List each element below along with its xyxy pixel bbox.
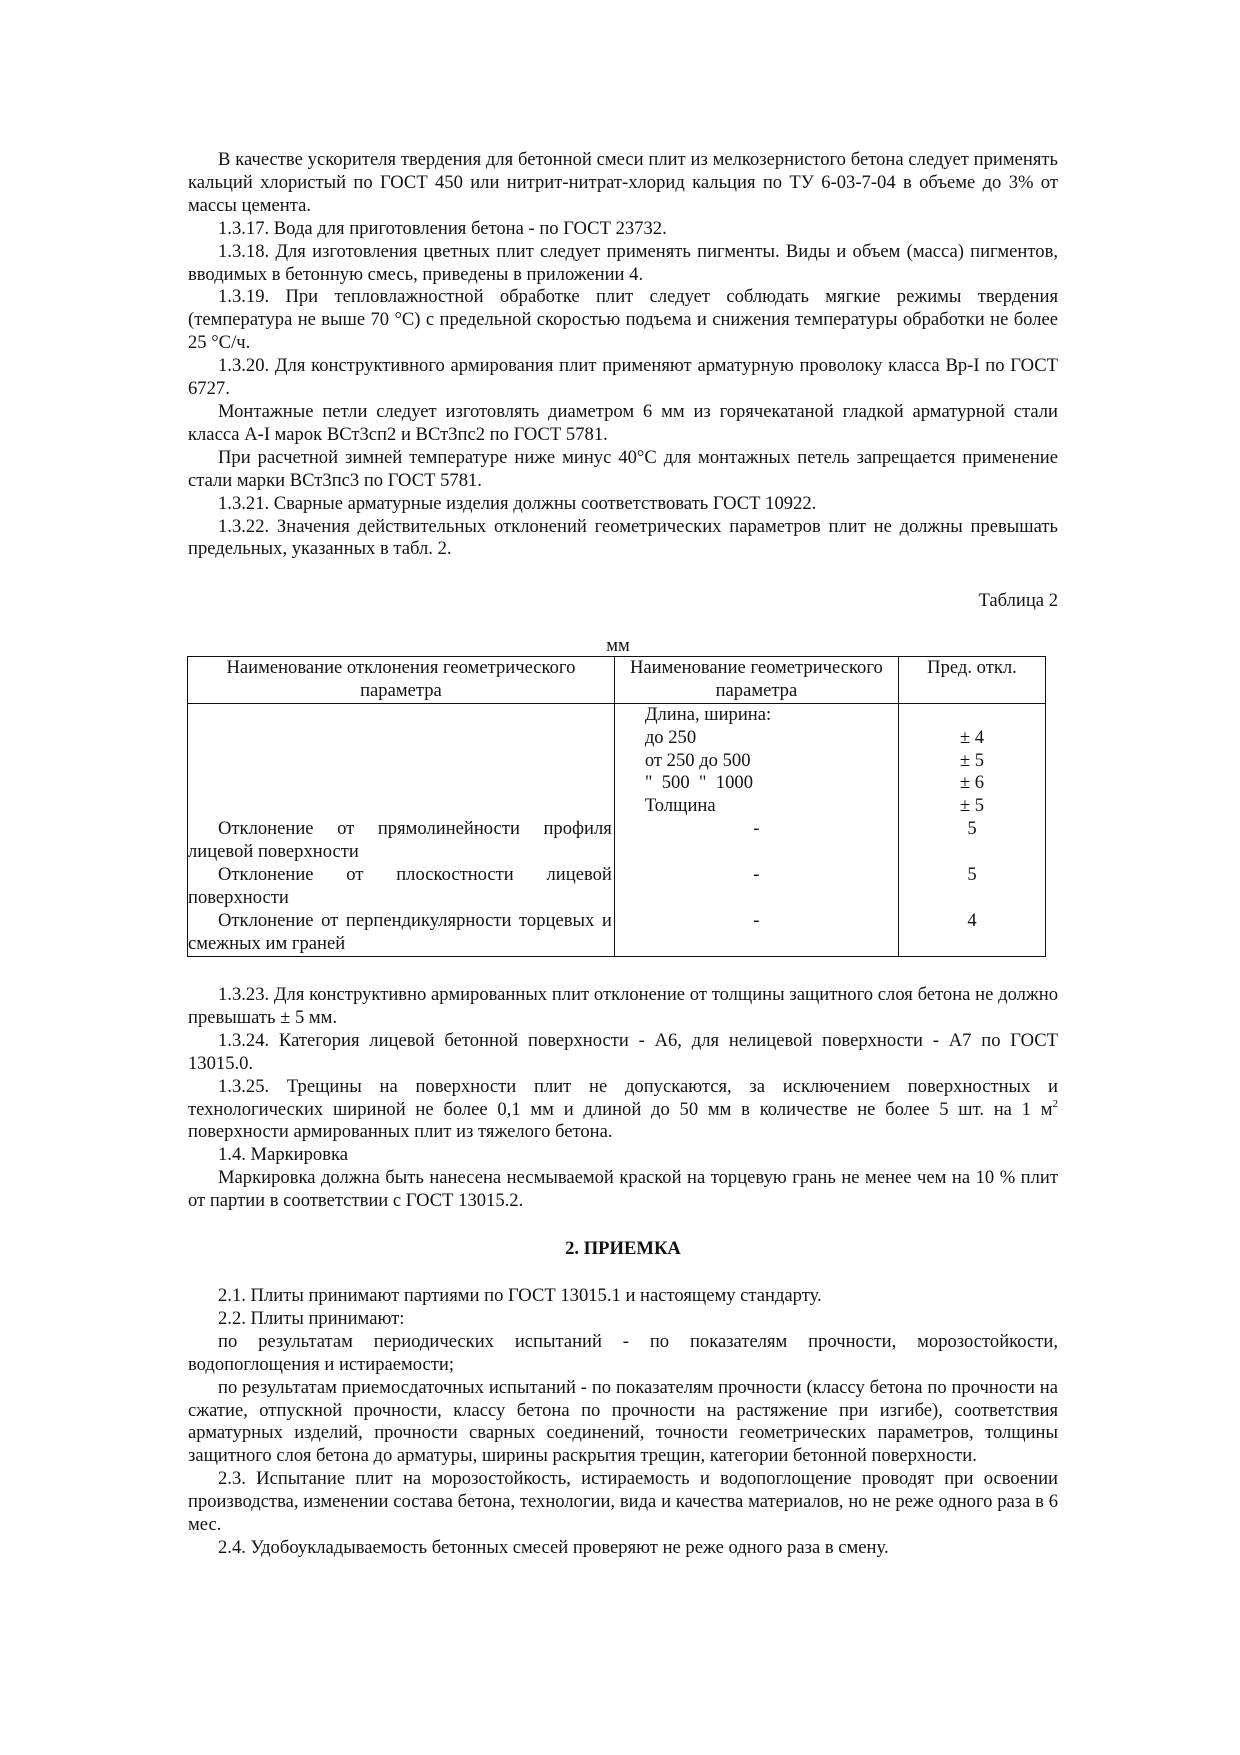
paragraph: 1.3.21. Сварные арматурные изделия должны соответствовать ГОСТ 10922.	[218, 492, 817, 514]
paragraph: В качестве ускорителя твердения для бетонной смеси плит из мелкозернистого бетона следует применять кальций хлористый по ГОСТ 450 или нитрит-нитрат-хлорид кальция по ТУ 6-03-7-04 в объеме до 3% от массы цемента.	[188, 149, 1058, 216]
table-cell	[614, 703, 898, 818]
value-line: ± 6	[959, 772, 985, 794]
paragraph: 1.3.20. Для конструктивного армирования плит применяют арматурную проволоку класса Вр-I по ГОСТ 6727.	[188, 355, 1058, 400]
table-units: мм	[606, 635, 630, 656]
section-heading: 2. ПРИЕМКА	[565, 1238, 681, 1259]
table-cell	[188, 818, 615, 864]
paragraphs-mid	[188, 984, 1058, 1213]
table-cell: 5	[898, 818, 1045, 864]
paragraph: Маркировка должна быть нанесена несмываемой краской на торцевую грань не менее чем на 10 % плит от партии в соответствии с ГОСТ 13015.2.	[188, 1167, 1058, 1212]
table-cell	[188, 910, 615, 956]
table-header-row	[188, 657, 1046, 704]
param-line: Толщина	[644, 795, 716, 817]
table-row	[188, 703, 1046, 818]
paragraph: 2.4. Удобоукладываемость бетонных смесей проверяют не реже одного раза в смену.	[218, 1536, 889, 1558]
deviation-name: Отклонение от перпендикулярности торцевых и смежных им граней	[188, 909, 612, 954]
paragraph: 1.3.23. Для конструктивно армированных плит отклонение от толщины защитного слоя бетона не должно превышать ± 5 мм.	[188, 984, 1058, 1028]
paragraph: 2.3. Испытание плит на морозостойкость, истираемость и водопоглощение проводят при освоении производства, изменении состава бетона, технологии, вида и качества материалов, но не реже одного раза в 6 мес.	[188, 1468, 1058, 1536]
deviations-table	[187, 656, 1046, 957]
table-cell	[188, 703, 615, 818]
table-row	[188, 910, 1046, 956]
paragraph: по результатам приемосдаточных испытаний - по показателям прочности (классу бетона по прочности на сжатие, отпускной прочности, классу бетона по прочности на растяжение при изгибе), соответствия арматурных изделий, прочности сварных соединений, точности геометрических параметров, толщины защитного слоя бетона до арматуры, ширины раскрытия трещин, категории бетонной поверхности.	[188, 1376, 1058, 1467]
paragraph-text: поверхности армированных плит из тяжелого бетона.	[188, 1121, 613, 1143]
paragraph: При расчетной зимней температуре ниже минус 40°С для монтажных петель запрещается применение стали марки ВСт3пс3 по ГОСТ 5781.	[188, 446, 1058, 491]
paragraphs-bottom	[188, 1285, 1058, 1560]
paragraph: по результатам периодических испытаний - по показателям прочности, морозостойкости, водопоглощения и истираемости;	[188, 1330, 1058, 1375]
table-cell: -	[614, 818, 898, 864]
header-parameter-name: Наименование геометрического параметра	[614, 657, 898, 704]
value-line: ± 5	[959, 795, 985, 817]
table-cell: -	[614, 864, 898, 910]
table-cell: -	[614, 910, 898, 956]
table-row	[188, 818, 1046, 864]
paragraph	[188, 1076, 1058, 1145]
table-caption: Таблица 2	[978, 590, 1058, 611]
header-limit-deviation: Пред. откл.	[898, 657, 1045, 704]
paragraph: 1.3.22. Значения действительных отклонений геометрических параметров плит не должны превышать предельных, указанных в табл. 2.	[188, 515, 1058, 560]
header-deviation-name: Наименование отклонения геометрического параметра	[188, 657, 615, 704]
paragraph-text: 1.3.25. Трещины на поверхности плит не допускаются, за исключением поверхностных и технологических шириной не более 0,1 мм и длиной до 50 мм в количестве не более 5 шт. на 1 м	[188, 1075, 1058, 1120]
table-cell	[188, 864, 615, 910]
paragraph: 1.3.18. Для изготовления цветных плит следует применять пигменты. Виды и объем (масса) пигментов, вводимых в бетонную смесь, приведены в приложении 4.	[188, 240, 1058, 285]
table-row	[188, 864, 1046, 910]
paragraphs-top	[188, 149, 1058, 561]
param-line: до 250	[644, 726, 697, 748]
paragraph: 2.2. Плиты принимают:	[218, 1307, 405, 1329]
deviation-name: Отклонение от плоскостности лицевой поверхности	[188, 864, 612, 908]
subsection-title: 1.4. Маркировка	[218, 1144, 348, 1166]
table-cell: 4	[898, 910, 1045, 956]
param-line: от 250 до 500	[644, 749, 751, 771]
paragraph: 2.1. Плиты принимают партиями по ГОСТ 13015.1 и настоящему стандарту.	[218, 1285, 822, 1306]
param-line: Длина, ширина:	[644, 703, 772, 725]
paragraph: 1.3.24. Категория лицевой бетонной поверхности - А6, для нелицевой поверхности - А7 по ГОСТ 13015.0.	[188, 1029, 1058, 1074]
paragraph: 1.3.17. Вода для приготовления бетона - по ГОСТ 23732.	[218, 217, 667, 239]
paragraph: Монтажные петли следует изготовлять диаметром 6 мм из горячекатаной гладкой арматурной стали класса А-I марок ВСт3сп2 и ВСт3пс2 по ГОСТ 5781.	[188, 400, 1058, 445]
table-cell	[898, 703, 1045, 818]
value-line: ± 5	[959, 749, 985, 771]
deviation-name: Отклонение от прямолинейности профиля лицевой поверхности	[188, 818, 612, 863]
table-cell: 5	[898, 864, 1045, 910]
superscript: 2	[1052, 1097, 1058, 1110]
value-line: ± 4	[959, 726, 985, 748]
paragraph: 1.3.19. При тепловлажностной обработке плит следует соблюдать мягкие режимы твердения (температура не выше 70 °С) с предельной скоростью подъема и снижения температуры обработки не более 25 °С/ч.	[188, 286, 1058, 354]
param-line: " 500 " 1000	[644, 772, 753, 794]
